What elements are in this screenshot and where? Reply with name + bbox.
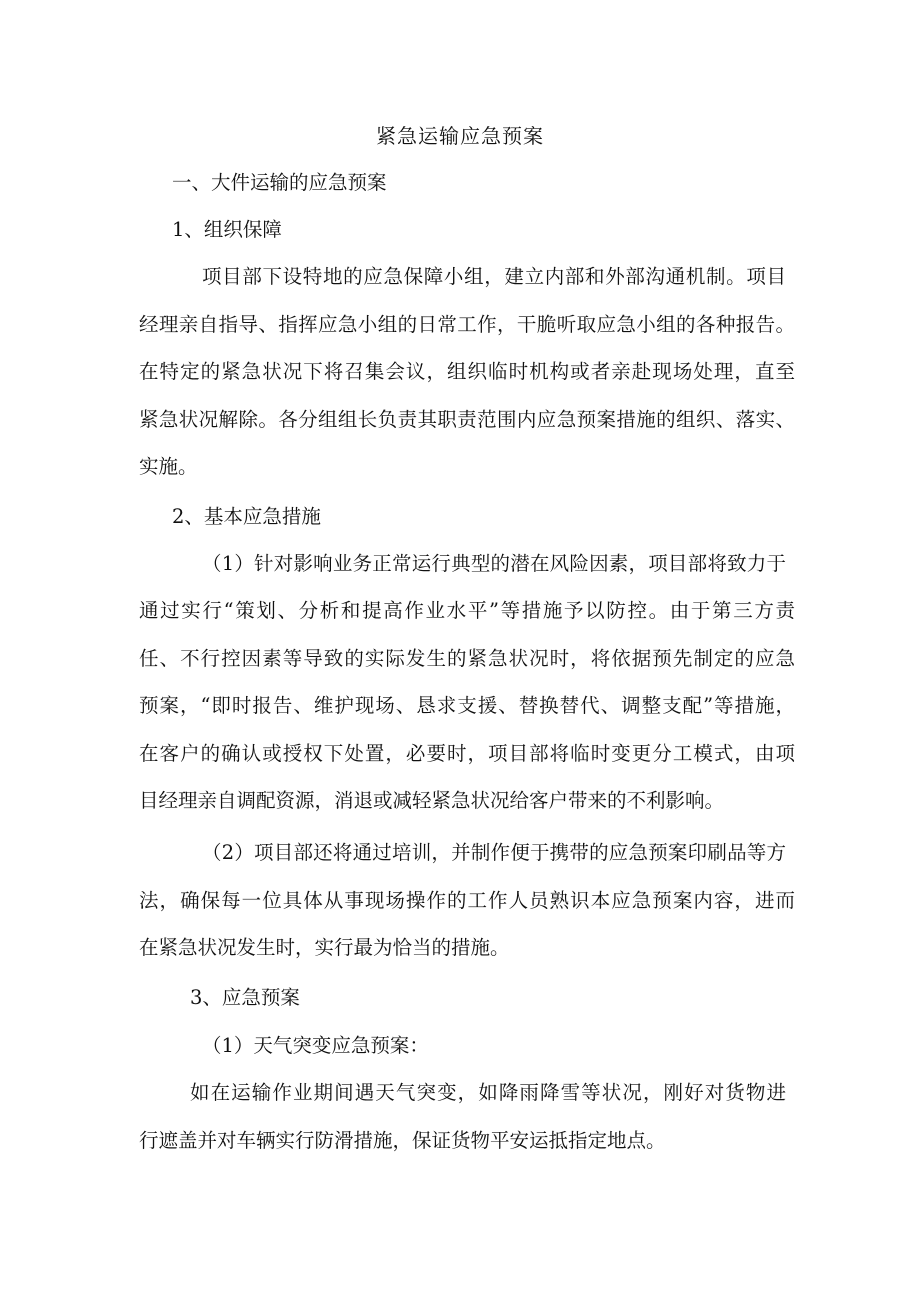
subsection-heading-1-3-1: （1）天气突变应急预案： xyxy=(202,1034,429,1057)
paragraph-line: 如在运输作业期间遇天气突变，如降雨降雪等状况，刚好对货物进 xyxy=(190,1081,786,1104)
paragraph-line: 实施。 xyxy=(139,455,198,478)
paragraph-line: 经理亲自指导、指挥应急小组的日常工作，干脆听取应急小组的各种报告。 xyxy=(139,313,795,336)
paragraph-line: 项目部下设特地的应急保障小组，建立内部和外部沟通机制。项目 xyxy=(202,265,786,288)
paragraph-line: （2）项目部还将通过培训，并制作便于携带的应急预案印刷品等方 xyxy=(202,841,786,864)
paragraph-line: 在紧急状况发生时，实行最为恰当的措施。 xyxy=(139,936,510,959)
subsection-heading-1-2: 2、基本应急措施 xyxy=(172,505,321,528)
subsection-heading-1-3: 3、应急预案 xyxy=(190,986,300,1009)
paragraph-line: 在特定的紧急状况下将召集会议，组织临时机构或者亲赴现场处理，直至 xyxy=(139,360,795,383)
paragraph-line: 法，确保每一位具体从事现场操作的工作人员熟识本应急预案内容，进而 xyxy=(139,889,795,912)
paragraph-line: （1）针对影响业务正常运行典型的潜在风险因素，项目部将致力于 xyxy=(202,552,786,575)
paragraph-line: 通过实行“策划、分析和提高作业水平”等措施予以防控。由于第三方责 xyxy=(139,599,795,622)
section-heading-1: 一、大件运输的应急预案 xyxy=(172,171,387,194)
paragraph-line: 任、不行控因素等导致的实际发生的紧急状况时，将依据预先制定的应急 xyxy=(139,647,795,670)
paragraph-line: 行遮盖并对车辆实行防滑措施，保证货物平安运抵指定地点。 xyxy=(139,1129,666,1152)
paragraph-line: 目经理亲自调配资源，消退或减轻紧急状况给客户带来的不利影响。 xyxy=(139,789,725,812)
subsection-heading-1-1: 1、组织保障 xyxy=(172,218,282,241)
document-title: 紧急运输应急预案 xyxy=(376,124,544,148)
paragraph-line: 预案，“即时报告、维护现场、恳求支援、替换替代、调整支配”等措施， xyxy=(139,694,795,717)
paragraph-line: 紧急状况解除。各分组组长负责其职责范围内应急预案措施的组织、落实、 xyxy=(139,408,795,431)
paragraph-line: 在客户的确认或授权下处置，必要时，项目部将临时变更分工模式，由项 xyxy=(139,742,795,765)
